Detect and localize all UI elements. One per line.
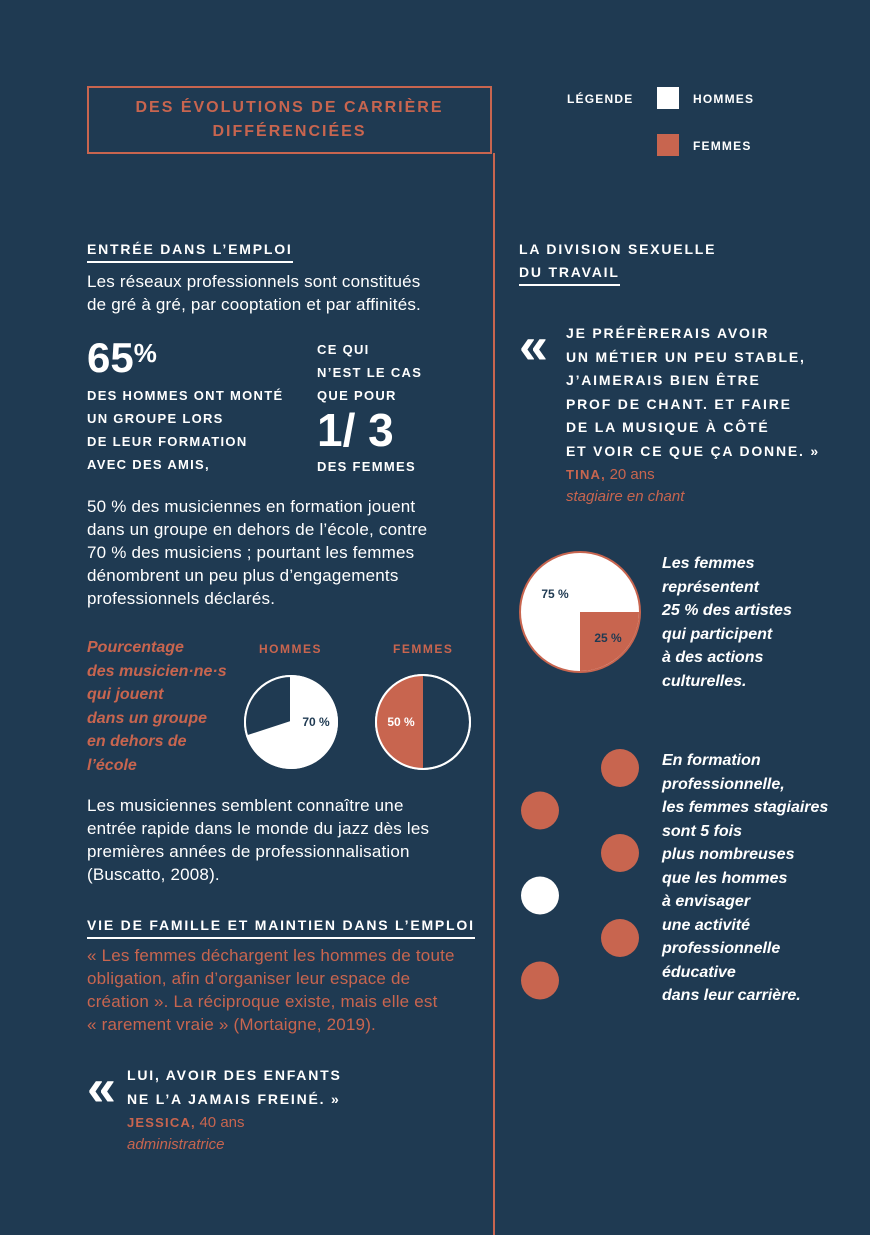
entry-intro-line: de gré à gré, par cooptation et par affinités. — [87, 295, 421, 314]
tina-name: TINA, — [566, 467, 606, 482]
family-heading — [87, 914, 475, 937]
tina-quote-line: PROF DE CHANT. ET FAIRE — [566, 395, 792, 412]
tina-quote-line: ET VOIR CE QUE ÇA DONNE. » — [566, 442, 820, 459]
entry-heading-text: ENTRÉE DANS L’EMPLOI — [87, 241, 293, 263]
legend-women-label: FEMMES — [693, 139, 752, 153]
dots-text-line: plus nombreuses — [662, 846, 795, 863]
tina-age: 20 ans — [609, 466, 655, 483]
family-quote-line: création ». La réciproque existe, mais elle est — [87, 992, 438, 1011]
entry-paragraph-2 — [87, 794, 487, 886]
jessica-age: 40 ans — [199, 1114, 245, 1131]
stat-men-line: DE LEUR FORMATION — [87, 434, 248, 449]
chart-caption-line: en dehors de — [87, 733, 187, 750]
pie-women-title: FEMMES — [393, 642, 454, 656]
family-heading-text: VIE DE FAMILLE ET MAINTIEN DANS L’EMPLOI — [87, 917, 475, 939]
stat-men-line: UN GROUPE LORS — [87, 411, 224, 426]
division-heading — [519, 238, 716, 284]
dot-women — [601, 749, 639, 787]
entry-paragraph-2-line: Les musiciennes semblent connaître une — [87, 796, 404, 815]
dots-text-line: professionnelle, — [662, 775, 785, 793]
tina-quote — [566, 322, 820, 463]
pie-women-label: 50 % — [387, 715, 415, 729]
stat-women-line: CE QUI — [317, 342, 370, 357]
pie-women — [376, 675, 470, 769]
dots-text-line: les femmes stagiaires — [662, 799, 829, 816]
pie-artists-women-label: 25 % — [594, 631, 622, 645]
jessica-attribution — [127, 1112, 245, 1156]
dots-text-line: une activité — [662, 916, 751, 934]
dots-chart — [521, 749, 639, 1000]
pie-artists-men-label: 75 % — [541, 587, 569, 601]
entry-paragraph-line: professionnels déclarés. — [87, 589, 276, 608]
dots-text-line: professionnelle — [662, 940, 781, 957]
title-line-2: DIFFÉRENCIÉES — [212, 123, 367, 140]
stat-women-value: 1/ 3 — [317, 404, 394, 456]
stat-women-line: N’EST LE CAS — [317, 365, 423, 380]
dots-text — [662, 749, 862, 1008]
artists-text-line: qui participent — [662, 625, 773, 643]
entry-paragraph-2-line: (Buscatto, 2008). — [87, 865, 220, 884]
stat-women-line: QUE POUR — [317, 388, 397, 403]
tina-quote-line: UN MÉTIER UN PEU STABLE, — [566, 348, 806, 365]
stat-women-line-bottom: DES FEMMES — [317, 459, 416, 474]
dot-women — [521, 792, 559, 830]
entry-paragraph-line: 70 % des musiciens ; pourtant les femmes — [87, 543, 415, 562]
chart-caption-line: Pourcentage — [87, 639, 184, 656]
dots-text-line: dans leur carrière. — [662, 987, 801, 1004]
pie-artists — [520, 552, 640, 672]
pie-men-title: HOMMES — [259, 642, 322, 656]
entry-paragraph-line: 50 % des musiciennes en formation jouent — [87, 497, 416, 516]
family-quote-line: « rarement vraie » (Mortaigne, 2019). — [87, 1015, 376, 1034]
entry-paragraph-line: dans un groupe en dehors de l’école, contre — [87, 520, 428, 539]
chart-caption-line: l’école — [87, 756, 137, 774]
dot-men — [521, 877, 559, 915]
dot-women — [601, 919, 639, 957]
dot-women — [521, 962, 559, 1000]
pie-men — [244, 675, 338, 769]
dots-text-line: sont 5 fois — [662, 822, 743, 840]
family-quote — [87, 944, 487, 1036]
entry-paragraph-line: dénombrent un peu plus d’engagements — [87, 566, 399, 585]
stat-men-value: 65 — [87, 334, 134, 381]
stat-men-line: DES HOMMES ONT MONTÉ — [87, 388, 284, 403]
artists-text-line: représentent — [662, 578, 759, 596]
dot-women — [601, 834, 639, 872]
jessica-role: administratrice — [127, 1136, 225, 1153]
jessica-quote — [127, 1064, 342, 1111]
tina-attribution — [566, 464, 684, 508]
entry-paragraph-2-line: entrée rapide dans le monde du jazz dès les — [87, 819, 430, 838]
chart-caption-line: dans un groupe — [87, 709, 207, 727]
pie-men-label: 70 % — [302, 715, 330, 729]
quote-mark-icon: « — [519, 317, 548, 375]
entry-intro-line: Les réseaux professionnels sont constitués — [87, 272, 421, 291]
chart-caption-line: qui jouent — [87, 686, 164, 703]
tina-quote-line: JE PRÉFÈRERAIS AVOIR — [566, 325, 770, 341]
tina-quote-line: J’AIMERAIS BIEN ÊTRE — [566, 372, 761, 388]
chart-caption-line: des musicien·ne·s — [87, 662, 227, 680]
jessica-name: JESSICA, — [127, 1115, 196, 1130]
division-heading-line2: DU TRAVAIL — [519, 264, 620, 286]
dots-text-line: à envisager — [662, 893, 751, 910]
jessica-quote-line: NE L’A JAMAIS FREINÉ. » — [127, 1090, 341, 1107]
dots-text-line: que les hommes — [662, 869, 788, 887]
title-line-1: DES ÉVOLUTIONS DE CARRIÈRE — [135, 99, 444, 116]
artists-text — [662, 552, 852, 693]
stat-men-unit: % — [133, 338, 157, 368]
legend-title: LÉGENDE — [567, 92, 634, 106]
tina-quote-line: DE LA MUSIQUE À CÔTÉ — [566, 419, 770, 435]
artists-text-line: culturelles. — [662, 672, 747, 690]
family-quote-line: obligation, afin d’organiser leur espace de — [87, 969, 411, 988]
division-heading-line1: LA DIVISION SEXUELLE — [519, 241, 717, 257]
family-quote-line: « Les femmes déchargent les hommes de toute — [87, 946, 455, 965]
artists-text-line: 25 % des artistes — [662, 602, 792, 619]
artists-text-line: à des actions — [662, 649, 764, 666]
stat-men-line: AVEC DES AMIS, — [87, 457, 210, 472]
dots-text-line: éducative — [662, 963, 736, 981]
tina-role: stagiaire en chant — [566, 488, 685, 505]
legend-men-label: HOMMES — [693, 92, 755, 106]
dots-text-line: En formation — [662, 752, 761, 769]
jessica-quote-line: LUI, AVOIR DES ENFANTS — [127, 1067, 342, 1083]
artists-text-line: Les femmes — [662, 555, 755, 572]
entry-paragraph-2-line: premières années de professionnalisation — [87, 842, 410, 861]
quote-mark-icon: « — [87, 1059, 116, 1117]
